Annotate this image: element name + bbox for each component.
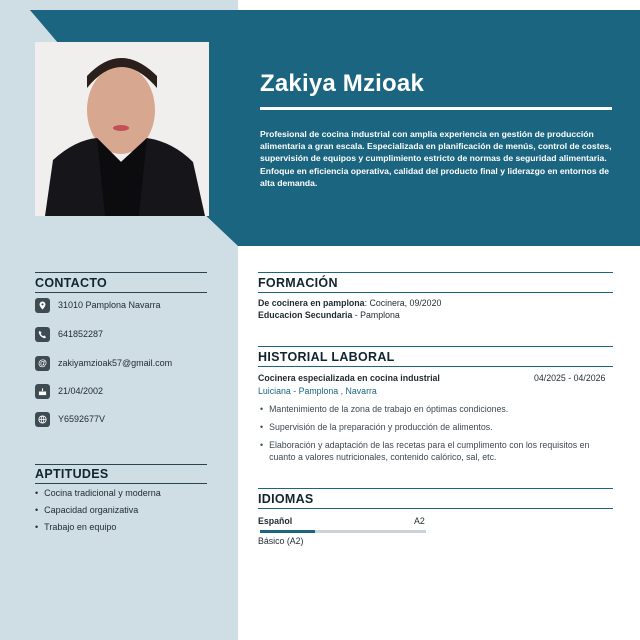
language-level-label: Básico (A2)	[258, 536, 304, 546]
contact-birthday	[35, 383, 103, 399]
contact-phone	[35, 326, 103, 342]
contact-id-text: Y6592677V	[58, 414, 106, 424]
skill-item: • Cocina tradicional y moderna	[35, 488, 161, 498]
skill-item: • Trabajo en equipo	[35, 522, 161, 532]
profile-photo-image	[35, 42, 209, 216]
contact-location	[35, 297, 161, 313]
job-bullet: • Elaboración y adaptación de las recetas para el cumplimento con los requisitos en cuanto a valores nutricionales, contenido calórico, sal, etc.	[260, 439, 615, 465]
globe-icon	[35, 412, 50, 427]
contact-email-text: zakiyamzioak57@gmail.com	[58, 358, 173, 368]
language-name: Español	[258, 516, 293, 526]
education-title: FORMACIÓN	[258, 276, 338, 290]
skills-rule	[35, 483, 207, 484]
contact-email	[35, 355, 172, 371]
education-degree: De cocinera en pamplona	[258, 298, 365, 308]
job-dates: 04/2025 - 04/2026	[534, 373, 606, 383]
contact-rule	[35, 292, 207, 293]
profile-summary: Profesional de cocina industrial con amplia experiencia en gestión de producción alimentaria a gran escala. Especializada en planificación de menús, control de costes, supervisión de equipos y cumplimiento estricto de normas de seguridad alimentaria. Enfoque en eficiencia operativa, calidad del producto final y liderazgo en entornos de alta demanda.	[260, 129, 612, 188]
contact-id	[35, 411, 105, 427]
candidate-name: Zakiya Mzioak	[260, 70, 425, 97]
skill-item: • Capacidad organizativa	[35, 505, 161, 515]
languages-rule	[258, 508, 613, 509]
job-bullets	[260, 403, 615, 469]
job-company: Luiciana - Pamplona , Navarra	[258, 386, 377, 396]
work-title: HISTORIAL LABORAL	[258, 350, 395, 364]
language-level-bar	[260, 530, 426, 533]
work-top-rule	[258, 346, 613, 347]
education-item-1	[258, 298, 441, 308]
work-rule	[258, 366, 613, 367]
education-detail: : Cocinera, 09/2020	[364, 298, 442, 308]
education-degree: Educacion Secundaria	[258, 310, 353, 320]
job-bullet: • Mantenimiento de la zona de trabajo en óptimas condiciones.	[260, 403, 615, 416]
skills-title: APTITUDES	[35, 467, 109, 481]
contact-title: CONTACTO	[35, 276, 108, 290]
languages-top-rule	[258, 488, 613, 489]
contact-phone-text: 641852287	[58, 329, 104, 339]
job-bullet: • Supervisión de la preparación y producción de alimentos.	[260, 421, 615, 434]
profile-photo	[35, 42, 209, 216]
location-icon	[35, 298, 50, 313]
name-underline	[260, 107, 612, 110]
contact-birthday-text: 21/04/2002	[58, 386, 104, 396]
education-item-2	[258, 310, 400, 320]
phone-icon	[35, 327, 50, 342]
languages-title: IDIOMAS	[258, 492, 314, 506]
contact-top-rule	[35, 272, 207, 273]
language-level-code: A2	[414, 516, 425, 526]
job-title: Cocinera especializada en cocina industrial	[258, 373, 440, 383]
skills-list	[35, 488, 161, 539]
language-level-fill	[260, 530, 315, 533]
skills-top-rule	[35, 464, 207, 465]
birthday-icon	[35, 384, 50, 399]
contact-location-text: 31010 Pamplona Navarra	[58, 300, 161, 310]
education-detail: - Pamplona	[352, 310, 400, 320]
education-rule	[258, 292, 613, 293]
email-icon: @	[35, 356, 50, 371]
education-top-rule	[258, 272, 613, 273]
